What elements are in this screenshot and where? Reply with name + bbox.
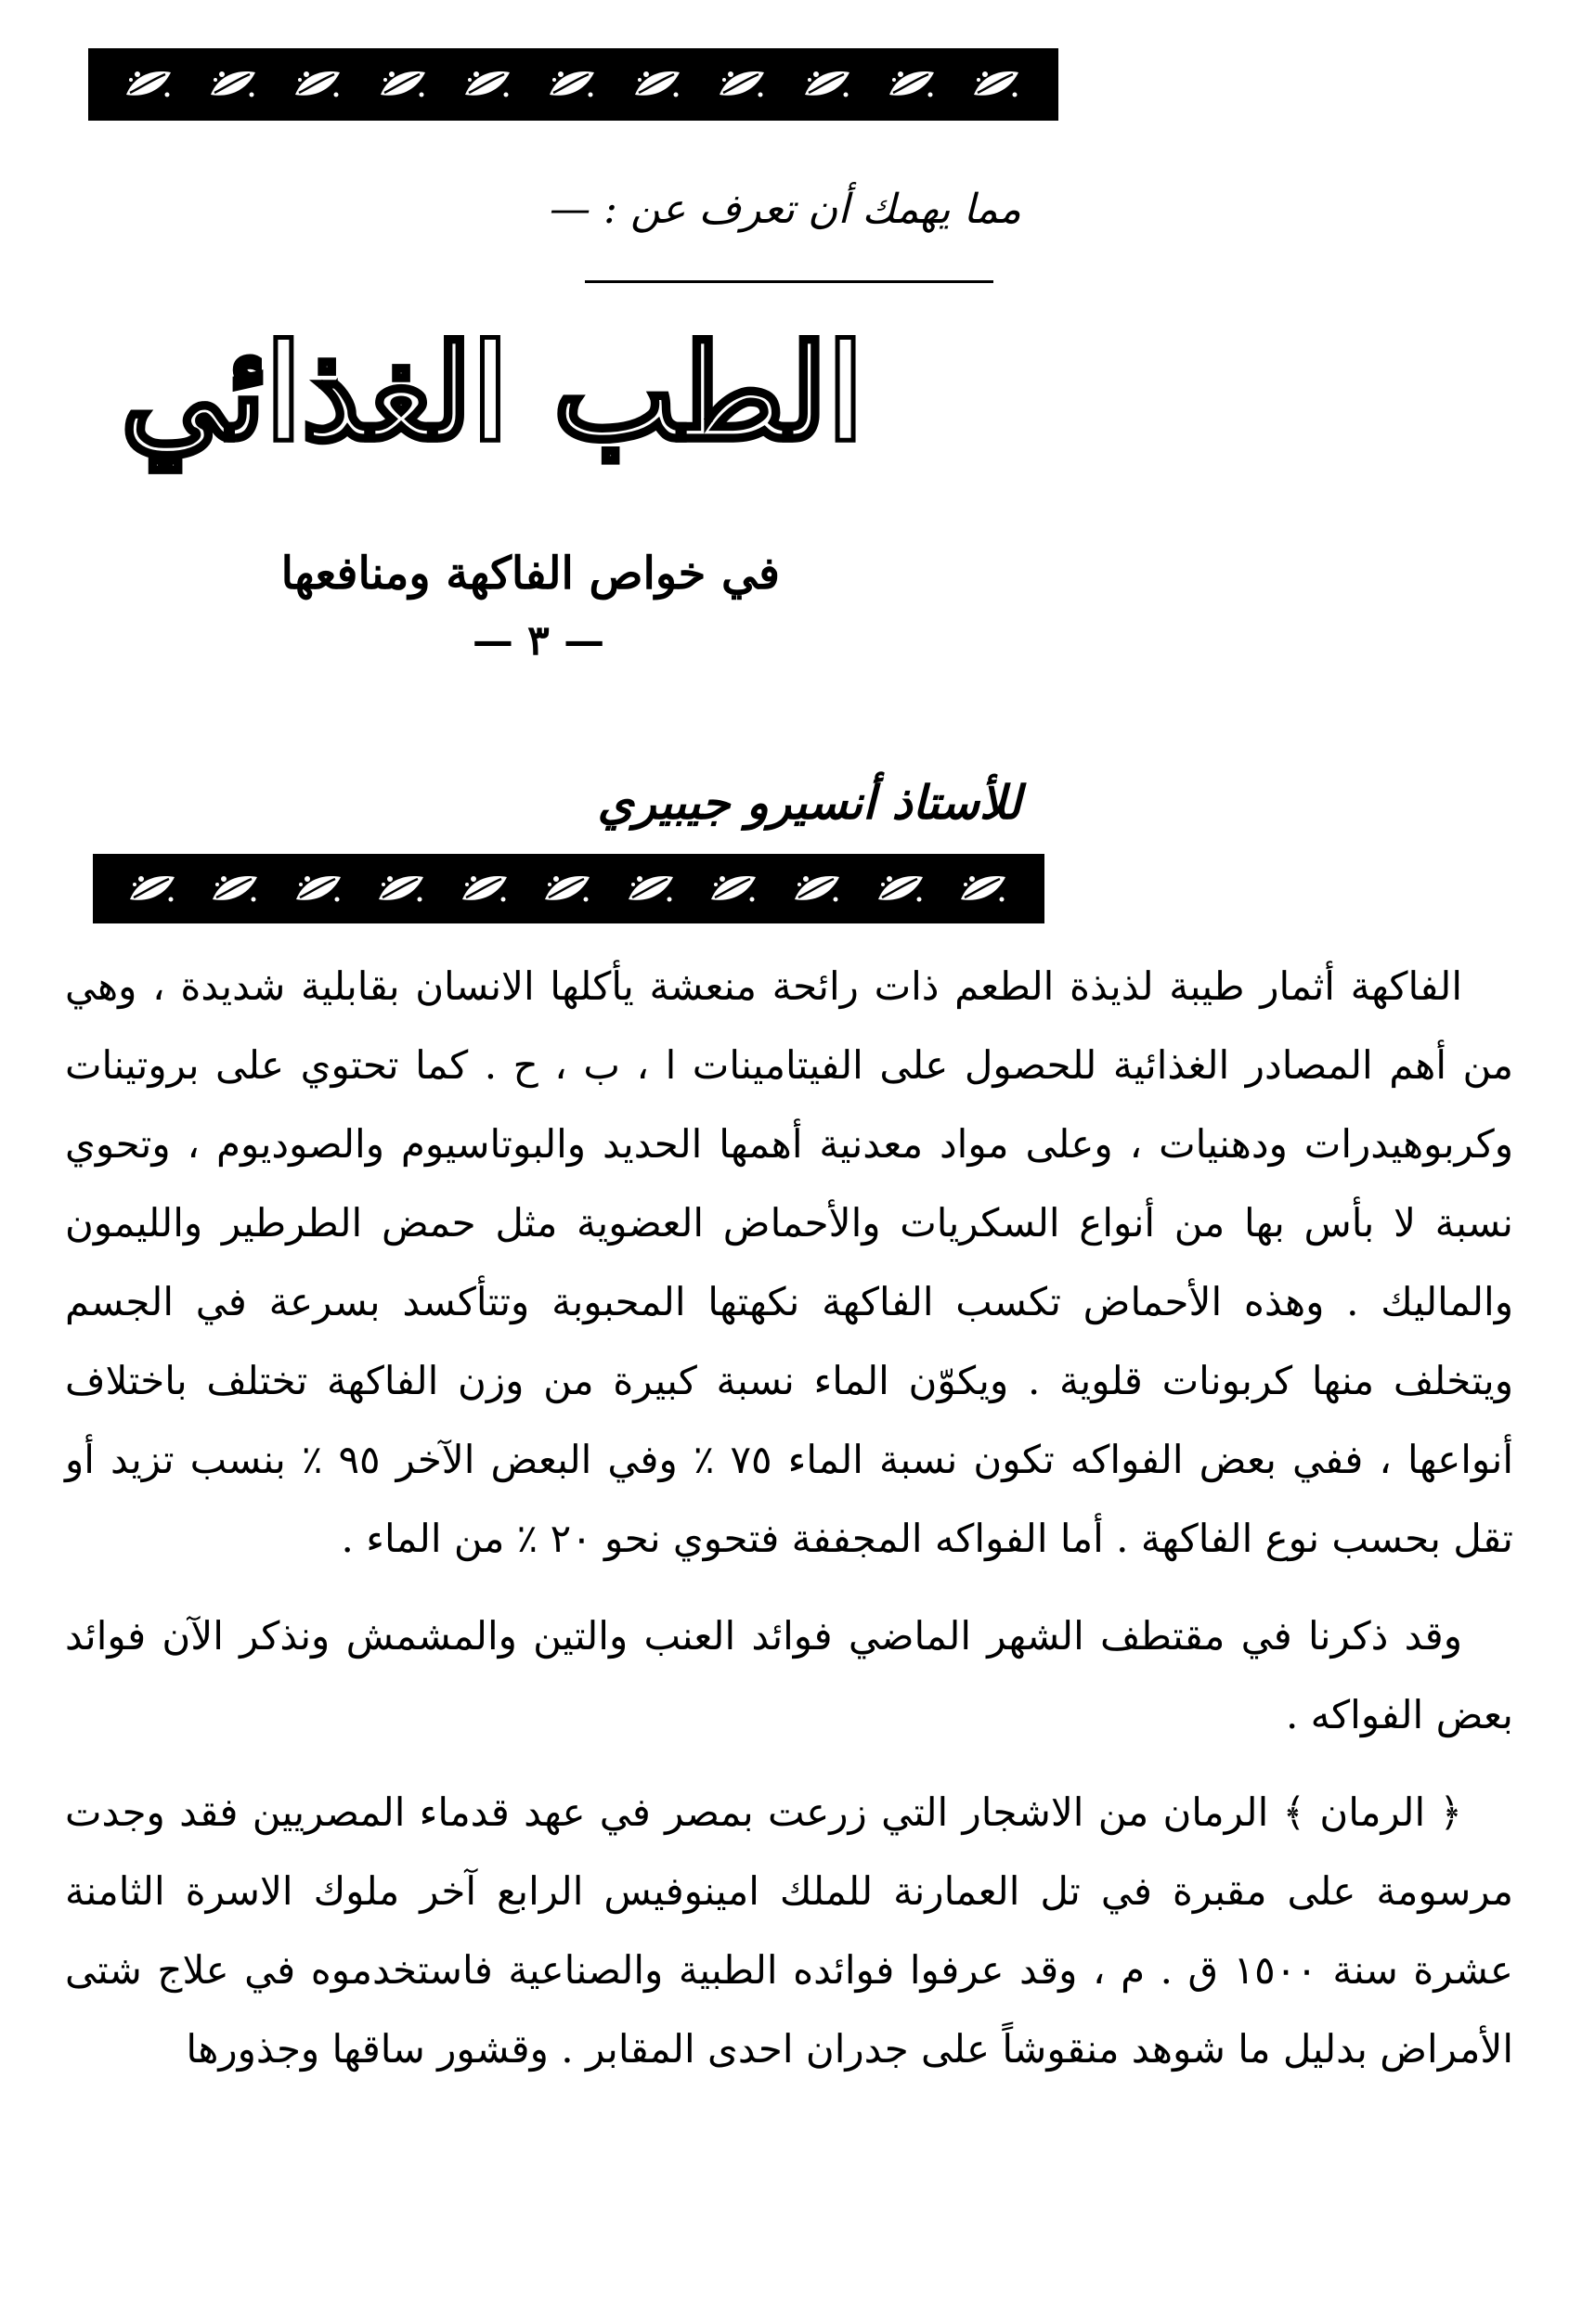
kicker-heading: مما يهمك أن تعرف عن : —	[550, 186, 1021, 233]
leaf-ornament-icon	[706, 868, 763, 910]
paragraph-previous-issue: وقد ذكرنا في مقتطف الشهر الماضي فوائد العنب والتين والمشمش ونذكر الآن فوائد بعض الفواكه .	[65, 1613, 1513, 1737]
leaf-ornament-icon	[799, 63, 857, 106]
leaf-ornament-icon	[629, 63, 687, 106]
leaf-ornament-icon	[955, 868, 1013, 910]
article-subtitle: في خواص الفاكهة ومنافعها	[280, 548, 780, 600]
ornamental-band-top	[88, 48, 1058, 121]
leaf-ornament-icon	[789, 868, 847, 910]
leaf-ornament-icon	[124, 868, 182, 910]
leaf-ornament-icon	[205, 63, 263, 106]
leaf-ornament-icon	[121, 63, 178, 106]
leaf-ornament-icon	[539, 868, 597, 910]
leaf-ornament-icon	[544, 63, 602, 106]
leaf-ornament-icon	[460, 63, 517, 106]
ornamental-band-middle	[93, 854, 1044, 923]
article-body	[65, 947, 1513, 2107]
paragraph-pomegranate: ﴿ الرمان ﴾ الرمان من الاشجار التي زرعت بمصر في عهد قدماء المصريين فقد وجدت مرسومة على مقبرة في تل العمارنة للملك امينوفيس الرابع آخر ملوك الاسرة الثامنة عشرة سنة ١٥٠٠ ق . م ، وقد عرفوا فوائده الطبية والصناعية فاستخدموه في علاج شتى الأمراض بدليل ما شوهد منقوشاً على جدران احدى المقابر . وقشور ساقها وجذورها	[65, 1789, 1513, 2072]
kicker-rule	[585, 280, 993, 283]
leaf-ornament-icon	[207, 868, 265, 910]
author-byline: للأستاذ أنسيرو جيبيري	[597, 775, 1021, 830]
leaf-ornament-icon	[291, 868, 348, 910]
leaf-ornament-icon	[375, 63, 433, 106]
article-title: الطب الغذائي	[121, 317, 863, 470]
leaf-ornament-icon	[623, 868, 681, 910]
leaf-ornament-icon	[873, 868, 930, 910]
leaf-ornament-icon	[968, 63, 1026, 106]
leaf-ornament-icon	[290, 63, 347, 106]
paragraph-intro: الفاكهة أثمار طيبة لذيذة الطعم ذات رائحة منعشة يأكلها الانسان بقابلية شديدة ، وهي من أهم المصادر الغذائية للحصول على الفيتامينات ا ، ب ، ح . كما تحتوي على بروتينات وكربوهيدرات ودهنيات ، وعلى مواد معدنية أهمها الحديد والبوتاسيوم والصوديوم ، وتحوي نسبة لا بأس بها من أنواع السكريات والأحماض العضوية مثل حمض الطرطير والليمون والماليك . وهذه الأحماض تكسب الفاكهة نكهتها المحبوبة وتتأكسد بسرعة في الجسم ويتخلف منها كربونات قلوية . ويكوّن الماء نسبة كبيرة من وزن الفاكهة تختلف باختلاف أنواعها ، ففي بعض الفواكه تكون نسبة الماء ٧٥ ٪ وفي البعض الآخر ٩٥ ٪ بنسب تزيد أو تقل بحسب نوع الفاكهة . أما الفواكه المجففة فتحوي نحو ٢٠ ٪ من الماء .	[65, 963, 1513, 1561]
leaf-ornament-icon	[373, 868, 431, 910]
leaf-ornament-icon	[714, 63, 772, 106]
leaf-ornament-icon	[457, 868, 514, 910]
part-number: — ٣ —	[472, 617, 605, 665]
leaf-ornament-icon	[884, 63, 941, 106]
